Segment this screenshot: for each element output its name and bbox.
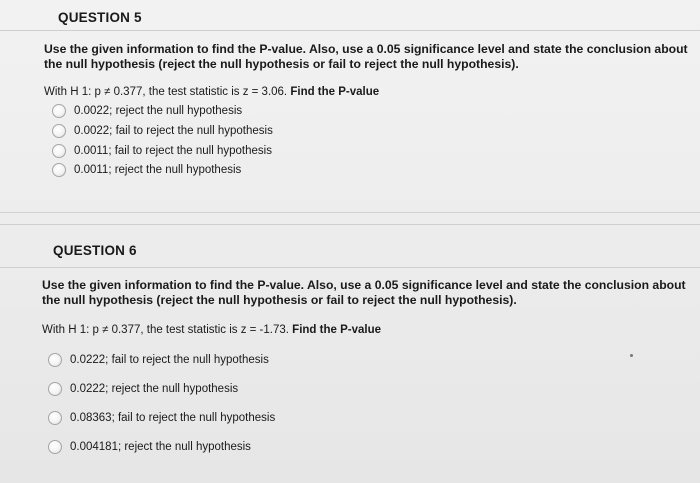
radio-button[interactable] <box>48 440 62 454</box>
question-5-header <box>0 0 700 31</box>
question-6-option-4[interactable] <box>48 440 251 454</box>
option-label: 0.08363; fail to reject the null hypothesis <box>70 412 276 424</box>
question-5-option-4[interactable] <box>52 163 241 177</box>
question-5-given-text: With H 1: p ≠ 0.377, the test statistic is z = 3.06. <box>44 86 288 98</box>
option-label: 0.0222; fail to reject the null hypothesis <box>70 354 269 366</box>
option-label: 0.0022; reject the null hypothesis <box>74 105 243 117</box>
option-label: 0.0222; reject the null hypothesis <box>70 383 239 395</box>
question-6-option-3[interactable] <box>48 411 275 425</box>
question-divider <box>0 212 700 213</box>
question-6-instructions: Use the given information to find the P-value. Also, use a 0.05 significance level and state the conclusion about the null hypothesis (reject the null hypothesis or fail to reject the null hypothesis). <box>42 278 686 307</box>
radio-button[interactable] <box>48 382 62 396</box>
radio-button[interactable] <box>52 163 66 177</box>
question-5-title: QUESTION 5 <box>58 10 142 25</box>
radio-button[interactable] <box>52 124 66 138</box>
radio-button[interactable] <box>48 411 62 425</box>
question-5-find-label: Find the P-value <box>290 86 380 98</box>
radio-button[interactable] <box>52 104 66 118</box>
question-5-option-1[interactable] <box>52 104 242 118</box>
question-6-given <box>42 324 381 336</box>
option-label: 0.0011; reject the null hypothesis <box>74 164 242 176</box>
question-5-option-3[interactable] <box>52 144 272 158</box>
question-6-option-2[interactable] <box>48 382 238 396</box>
option-label: 0.004181; reject the null hypothesis <box>70 441 251 453</box>
question-5 <box>0 0 700 212</box>
option-label: 0.0022; fail to reject the null hypothesis <box>74 125 273 137</box>
stray-dot <box>630 354 633 357</box>
question-5-option-2[interactable] <box>52 124 273 138</box>
question-6-title: QUESTION 6 <box>53 243 137 258</box>
question-6-option-1[interactable] <box>48 353 269 367</box>
question-5-instructions: Use the given information to find the P-value. Also, use a 0.05 significance level and state the conclusion about the null hypothesis (reject the null hypothesis or fail to reject the null hypothesis). <box>44 42 688 71</box>
radio-button[interactable] <box>48 353 62 367</box>
question-6-find-label: Find the P-value <box>292 324 381 336</box>
question-5-given <box>44 86 379 98</box>
radio-button[interactable] <box>52 144 66 158</box>
question-6-header <box>0 224 700 268</box>
option-label: 0.0011; fail to reject the null hypothesis <box>74 145 272 157</box>
question-6 <box>0 224 700 483</box>
question-6-given-text: With H 1: p ≠ 0.377, the test statistic is z = -1.73. <box>42 324 289 336</box>
